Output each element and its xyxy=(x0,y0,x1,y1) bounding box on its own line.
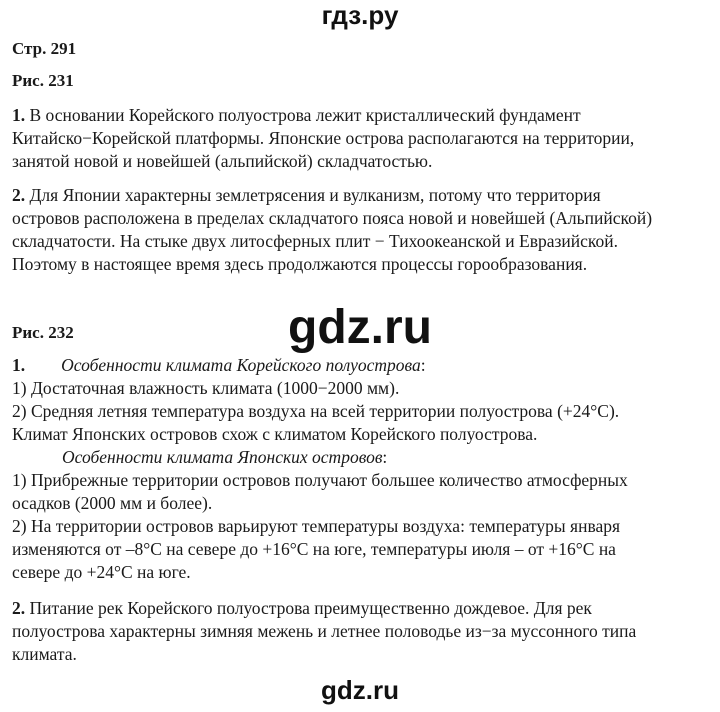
text-line: островов расположена в пределах складчатого пояса новой и новейшей (Альпийской) xyxy=(12,208,653,228)
fig232-item-2 xyxy=(12,597,712,666)
colon: : xyxy=(382,447,388,467)
figure-232-heading: Рис. 232 xyxy=(12,323,74,342)
colon: : xyxy=(420,355,426,375)
text-line: севере до +24°С на юге. xyxy=(12,562,191,582)
fig232-item-1 xyxy=(12,354,712,584)
item-number: 1. xyxy=(12,355,26,375)
text-line: 1) Прибрежные территории островов получают большее количество атмосферных xyxy=(12,470,628,490)
text-line: осадков (2000 мм и более). xyxy=(12,493,213,513)
fig231-item-1 xyxy=(12,104,712,173)
text-line: Китайско−Корейской платформы. Японские острова располагаются на территории, xyxy=(12,128,635,148)
japan-climate-title: Особенности климата Японских островов xyxy=(62,447,383,467)
text-line: полуострова характерны зимняя межень и летнее половодье из−за муссонного типа xyxy=(12,621,637,641)
figure-231-heading: Рис. 231 xyxy=(12,71,74,90)
item-number: 1. xyxy=(12,105,26,125)
text-line: 2) Средняя летняя температура воздуха на всей территории полуострова (+24°С). xyxy=(12,401,620,421)
korea-climate-title: Особенности климата Корейского полуострова xyxy=(61,355,421,375)
text-line: изменяются от –8°С на севере до +16°С на юге, температуры июля – от +16°С на xyxy=(12,539,616,559)
watermark-middle: gdz.ru xyxy=(288,301,432,354)
text-line: Для Японии характерны землетрясения и вулканизм, потому что территория xyxy=(29,185,601,205)
text-line: 2) На территории островов варьируют температуры воздуха: температуры января xyxy=(12,516,621,536)
text-line: Климат Японских островов схож с климатом Корейского полуострова. xyxy=(12,424,538,444)
text-line: В основании Корейского полуострова лежит кристаллический фундамент xyxy=(29,105,581,125)
text-line: Поэтому в настоящее время здесь продолжаются процессы горообразования. xyxy=(12,254,588,274)
text-line: Питание рек Корейского полуострова преимущественно дождевое. Для рек xyxy=(29,598,592,618)
watermark-bottom: gdz.ru xyxy=(321,675,399,705)
watermark-top: гдз.ру xyxy=(321,0,399,30)
text-line: складчатости. На стыке двух литосферных плит − Тихоокеанской и Евразийской. xyxy=(12,231,619,251)
text-line: климата. xyxy=(12,644,77,664)
item-number: 2. xyxy=(12,185,26,205)
page-heading: Стр. 291 xyxy=(12,39,77,58)
text-line: занятой новой и новейшей (альпийской) складчатостью. xyxy=(12,151,433,171)
fig231-item-2 xyxy=(12,184,712,276)
text-line: 1) Достаточная влажность климата (1000−2000 мм). xyxy=(12,378,400,398)
item-number: 2. xyxy=(12,598,26,618)
